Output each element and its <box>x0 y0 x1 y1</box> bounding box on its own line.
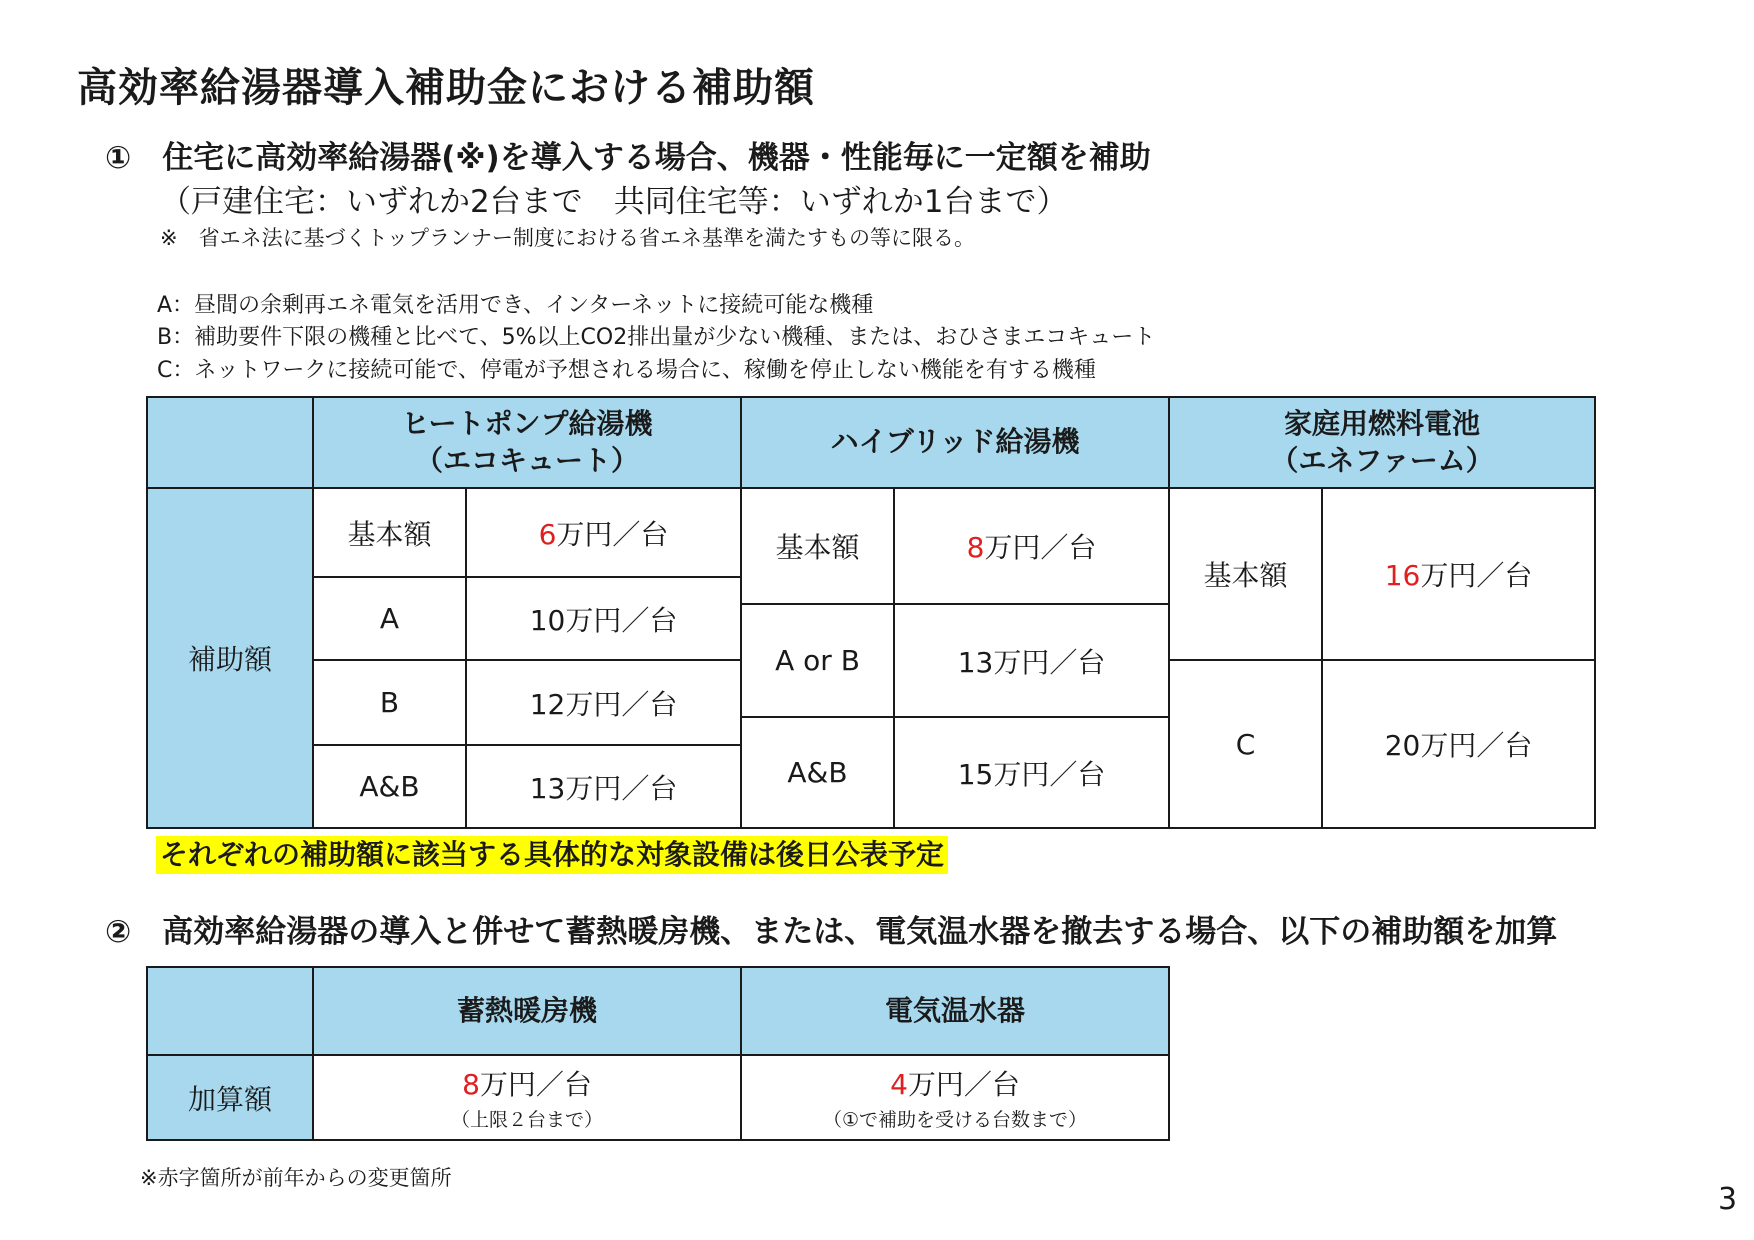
page-number: 3 <box>1718 1182 1738 1217</box>
condition-a: A：昼間の余剰再エネ電気を活用でき、インターネットに接続可能な機種 <box>157 293 874 318</box>
fuelcell-amount-basic <box>1322 488 1595 660</box>
corner-header-cell <box>147 397 313 488</box>
condition-b: B：補助要件下限の機種と比べて、5%以上CO2排出量が少ない機種、または、おひさまエコキュート <box>157 325 1156 350</box>
hybrid-amount-a-and-b <box>894 717 1169 828</box>
heatpump-label-a: A <box>313 577 466 660</box>
hybrid-label-a-and-b: A&B <box>741 717 894 828</box>
heatpump-amount-basic <box>466 488 741 577</box>
amount-unit: 15万円／台 <box>957 757 1106 791</box>
heatpump-label-b: B <box>313 660 466 745</box>
hybrid-label-basic: 基本額 <box>741 488 894 604</box>
amount-unit: 万円／台 <box>1420 559 1533 592</box>
amount-line <box>314 1063 740 1103</box>
amount-note: （①で補助を受ける台数まで） <box>822 1109 1088 1131</box>
section1-heading: ① 住宅に高効率給湯器(※)を導入する場合、機器・性能毎に一定額を補助 <box>105 140 1151 176</box>
changed-value: 16 <box>1384 559 1421 592</box>
heatpump-label-a-and-b: A&B <box>313 745 466 828</box>
amount-unit: 万円／台 <box>984 531 1097 564</box>
hybrid-amount-basic <box>894 488 1169 604</box>
amount-line <box>742 1063 1168 1103</box>
fuelcell-label-basic: 基本額 <box>1169 488 1322 660</box>
fuelcell-label-c: C <box>1169 660 1322 828</box>
subsidy-table <box>146 396 1596 829</box>
changed-value: 8 <box>462 1068 480 1101</box>
amount-note: （上限２台まで） <box>450 1109 603 1131</box>
fuelcell-header-line2: （エネファーム） <box>1270 443 1494 477</box>
announcement-highlight: それぞれの補助額に該当する具体的な対象設備は後日公表予定 <box>156 836 948 874</box>
heatpump-header-line2: （エコキュート） <box>415 443 640 477</box>
condition-c: C：ネットワークに接続可能で、停電が予想される場合に、稼働を停止しない機能を有する機種 <box>157 358 1096 383</box>
page-title: 高効率給湯器導入補助金における補助額 <box>77 65 815 111</box>
fuelcell-header-line1: 家庭用燃料電池 <box>1284 407 1481 441</box>
amount-unit: 13万円／台 <box>957 645 1106 679</box>
corner-header-cell <box>147 967 313 1055</box>
row-label-subsidy: 補助額 <box>147 488 313 828</box>
hybrid-amount-a-or-b <box>894 604 1169 717</box>
section2-heading: ② 高効率給湯器の導入と併せて蓄熱暖房機、または、電気温水器を撤去する場合、以下の補助額を加算 <box>105 914 1558 950</box>
changed-value: 8 <box>966 531 985 564</box>
row-label-additional: 加算額 <box>147 1055 313 1140</box>
amount-unit: 13万円／台 <box>529 771 678 805</box>
amount-unit: 10万円／台 <box>529 603 678 637</box>
amount-unit: 万円／台 <box>556 517 669 551</box>
electric-water-heater-header: 電気温水器 <box>741 967 1169 1055</box>
additional-amount-table <box>146 966 1170 1141</box>
hybrid-header: ハイブリッド給湯機 <box>741 397 1169 488</box>
heatpump-amount-a-and-b <box>466 745 741 828</box>
changed-value: 6 <box>538 517 557 551</box>
electric-water-heater-amount <box>741 1055 1169 1140</box>
footnote: ※赤字箇所が前年からの変更箇所 <box>140 1166 452 1190</box>
amount-unit: 万円／台 <box>907 1068 1020 1101</box>
heatpump-amount-a <box>466 577 741 660</box>
section1-note: ※ 省エネ法に基づくトップランナー制度における省エネ基準を満たすもの等に限る。 <box>160 226 975 250</box>
heatpump-header <box>313 397 741 488</box>
heatpump-label-basic: 基本額 <box>313 488 466 577</box>
storage-heater-header: 蓄熱暖房機 <box>313 967 741 1055</box>
heatpump-header-line1: ヒートポンプ給湯機 <box>401 407 653 441</box>
heatpump-amount-b <box>466 660 741 745</box>
changed-value: 4 <box>890 1068 908 1101</box>
amount-unit: 12万円／台 <box>529 687 678 721</box>
amount-unit: 20万円／台 <box>1384 729 1533 762</box>
fuelcell-amount-c <box>1322 660 1595 828</box>
fuelcell-header <box>1169 397 1595 488</box>
amount-unit: 万円／台 <box>479 1068 592 1101</box>
section1-subheading: （戸建住宅：いずれか2台まで 共同住宅等：いずれか1台まで） <box>160 184 1068 220</box>
hybrid-label-a-or-b: A or B <box>741 604 894 717</box>
storage-heater-amount <box>313 1055 741 1140</box>
